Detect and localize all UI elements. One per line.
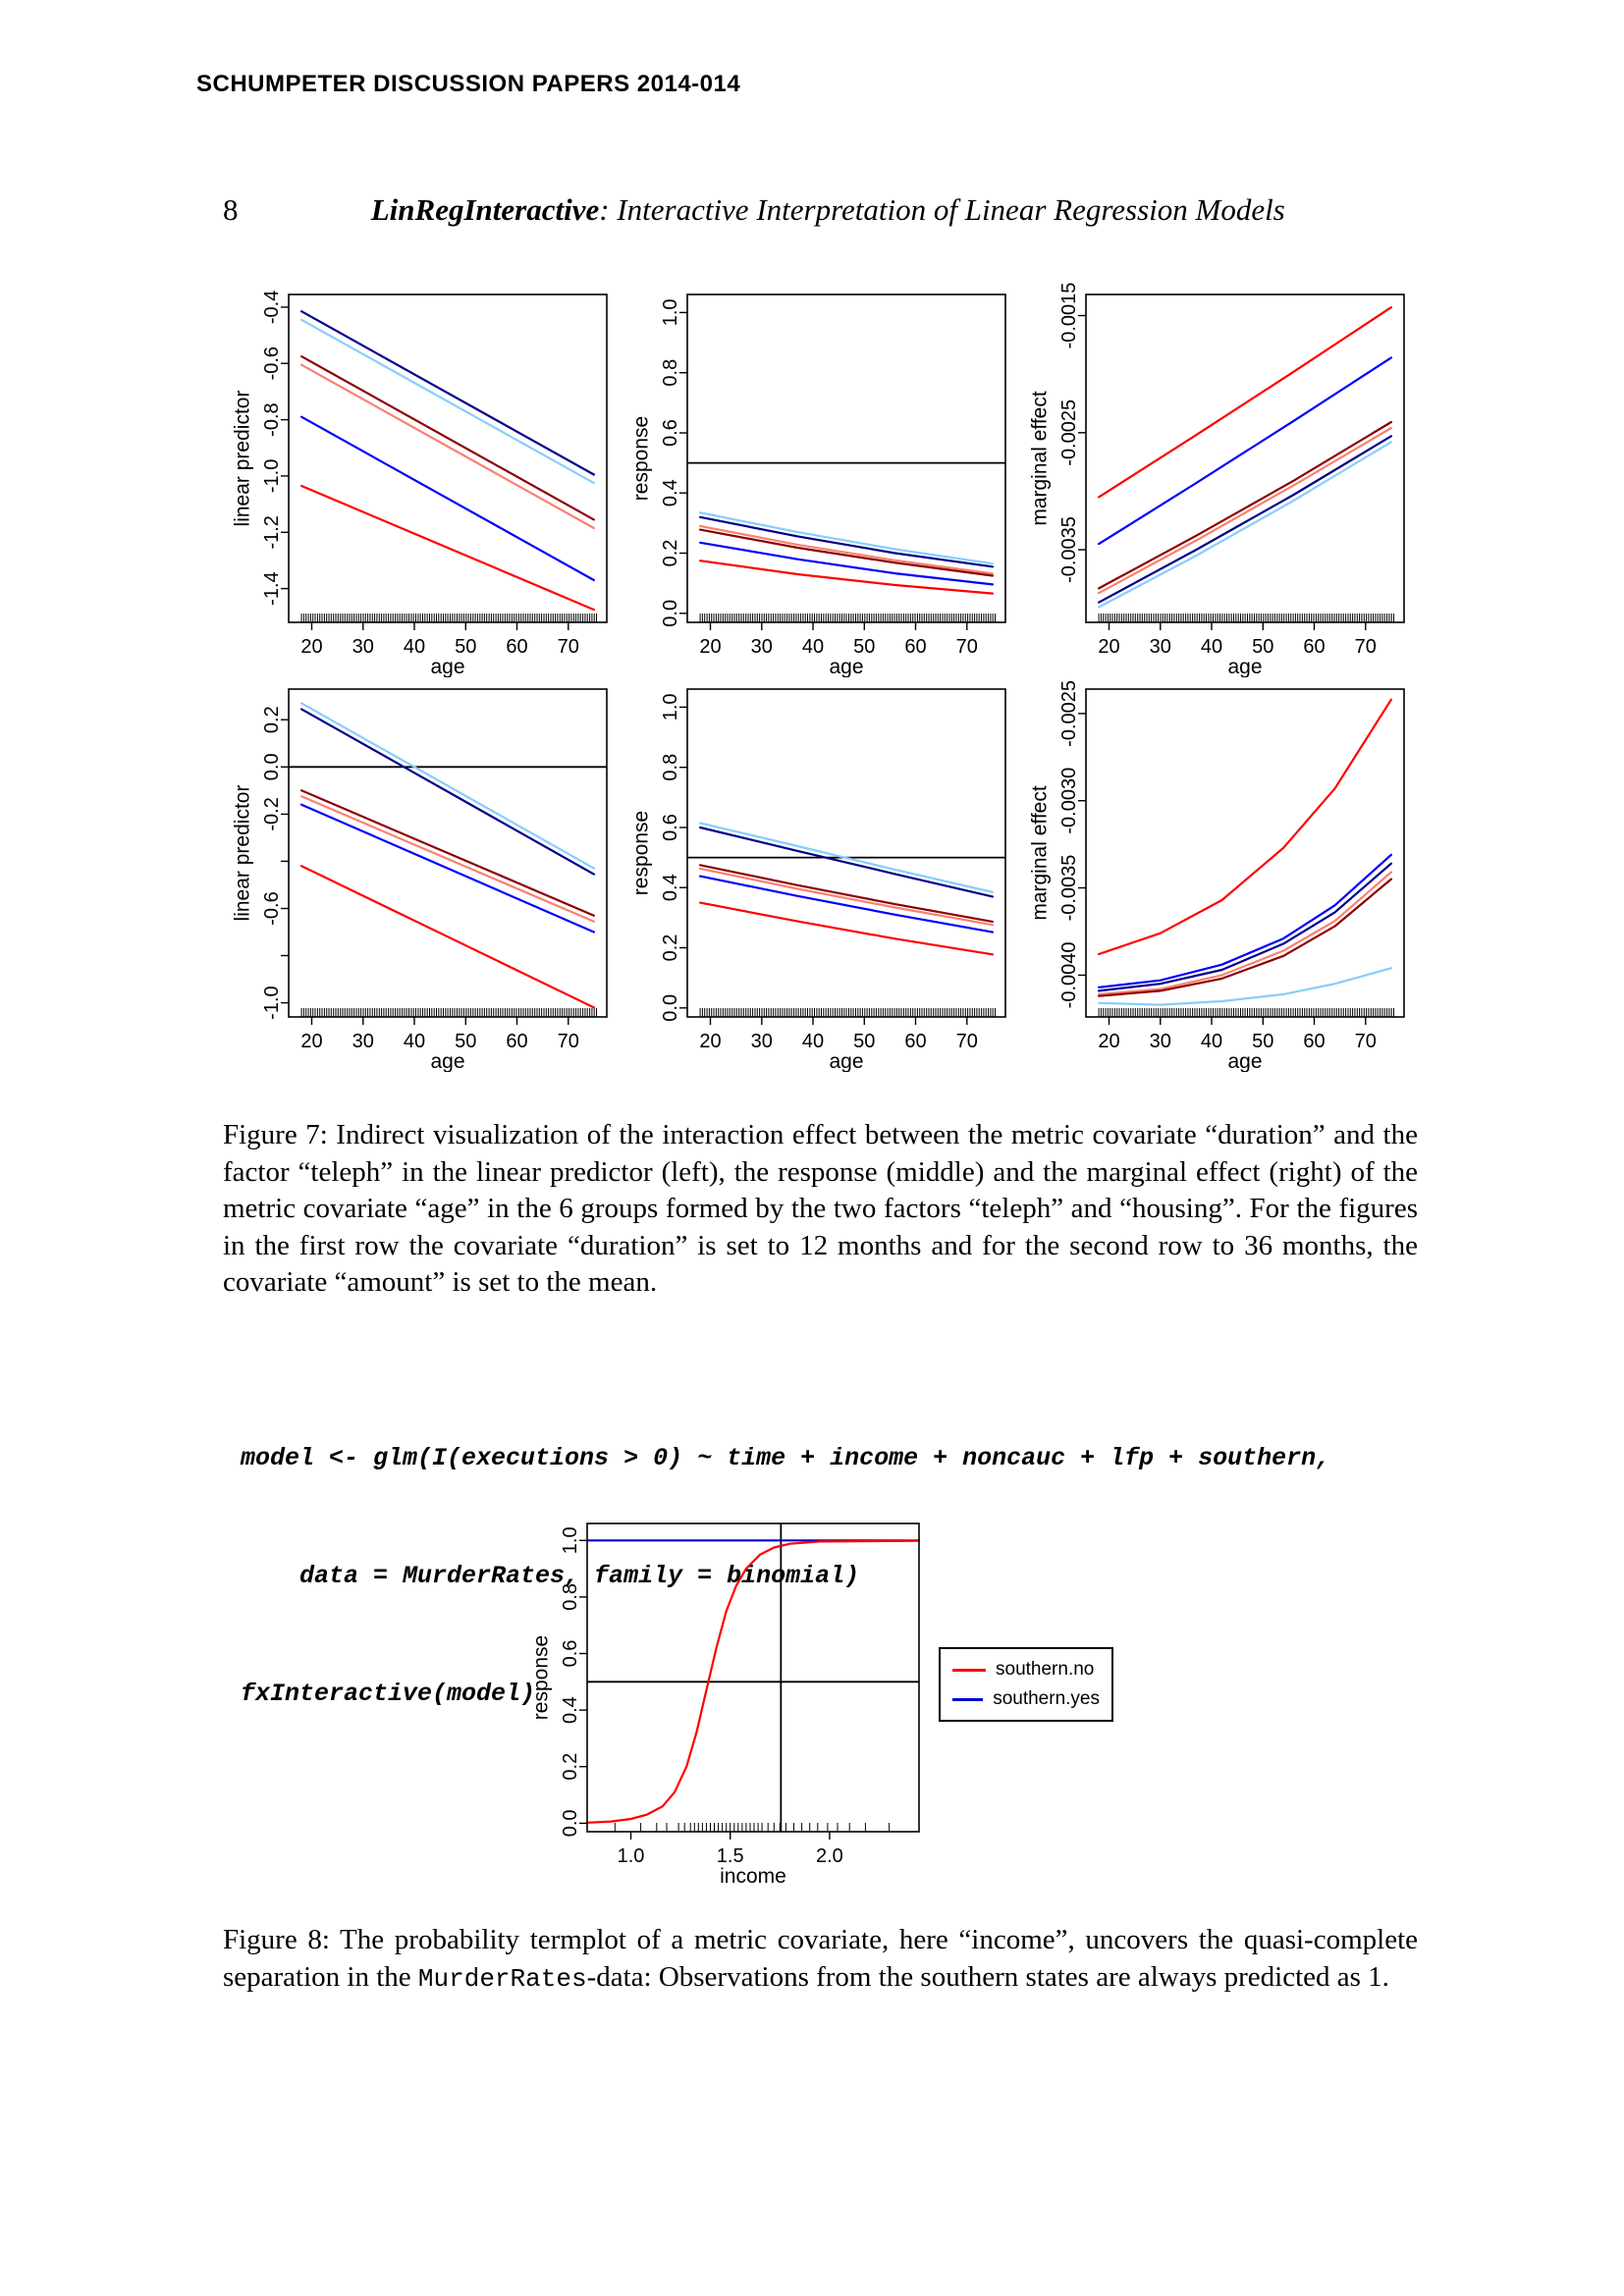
svg-text:30: 30 [750, 636, 773, 658]
svg-text:60: 60 [506, 1031, 528, 1052]
svg-text:-1.0: -1.0 [261, 458, 283, 494]
svg-text:1.5: 1.5 [716, 1845, 744, 1867]
code-line-3: fxInteractive(model) [241, 1680, 536, 1708]
svg-text:-1.2: -1.2 [261, 515, 283, 550]
svg-text:0.6: 0.6 [560, 1639, 581, 1668]
legend-label-southern-yes: southern.yes [993, 1688, 1100, 1709]
svg-text:response: response [629, 810, 653, 896]
svg-text:50: 50 [455, 636, 477, 658]
svg-text:age: age [829, 656, 864, 677]
svg-text:50: 50 [853, 1031, 876, 1052]
page-heading [223, 192, 1418, 228]
svg-text:age: age [829, 1050, 864, 1072]
svg-text:0.2: 0.2 [660, 934, 681, 962]
svg-text:50: 50 [1252, 1031, 1274, 1052]
svg-text:40: 40 [1200, 1031, 1223, 1052]
svg-text:0.0: 0.0 [560, 1809, 581, 1838]
svg-text:70: 70 [557, 636, 579, 658]
running-header: SCHUMPETER DISCUSSION PAPERS 2014-014 [196, 71, 741, 97]
svg-text:linear predictor: linear predictor [231, 784, 254, 922]
svg-text:-0.2: -0.2 [261, 797, 283, 831]
svg-text:60: 60 [904, 636, 927, 658]
svg-text:70: 70 [1354, 636, 1377, 658]
svg-text:0.4: 0.4 [660, 874, 681, 902]
figure7-response-row2-chart [619, 677, 1017, 1072]
legend-label-southern-no: southern.no [996, 1659, 1095, 1680]
svg-text:age: age [1227, 656, 1263, 677]
svg-text:-0.0035: -0.0035 [1058, 854, 1080, 922]
svg-text:1.0: 1.0 [617, 1845, 645, 1867]
legend-item-southern-yes [952, 1688, 1100, 1710]
svg-text:30: 30 [1149, 636, 1171, 658]
figure7-caption: Figure 7: Indirect visualization of the interaction effect between the metric covariate “duration” and the factor “teleph” in the linear predictor (left), the response (middle) and the marginal effect (right) of the metric covariate “age” in the 6 groups formed by the two factors “teleph” and “housing”. For the figures in the first row the covariate “duration” is set to 12 months and for the second row to 36 months, the covariate “amount” is set to the mean. [223, 1119, 1418, 1298]
svg-text:1.0: 1.0 [660, 693, 681, 721]
svg-text:0.8: 0.8 [560, 1582, 581, 1611]
svg-text:-1.0: -1.0 [261, 986, 283, 1020]
svg-text:0.4: 0.4 [560, 1696, 581, 1725]
svg-text:linear predictor: linear predictor [231, 390, 254, 527]
svg-text:income: income [720, 1865, 786, 1887]
svg-text:40: 40 [801, 636, 825, 658]
svg-text:30: 30 [352, 1031, 374, 1052]
figure7-linear-predictor-row1-chart [220, 283, 619, 677]
svg-text:1.0: 1.0 [660, 298, 681, 327]
svg-text:70: 70 [1354, 1031, 1377, 1052]
svg-text:marginal effect: marginal effect [1028, 785, 1052, 921]
legend-item-southern-no [952, 1659, 1100, 1681]
svg-text:1.0: 1.0 [560, 1526, 581, 1555]
svg-text:30: 30 [352, 636, 374, 658]
svg-text:-1.4: -1.4 [261, 571, 283, 606]
svg-text:-0.0035: -0.0035 [1058, 516, 1080, 583]
svg-text:0.0: 0.0 [660, 993, 681, 1022]
paper-title-package-name: LinRegInteractive [370, 192, 600, 227]
page-number: 8 [223, 192, 239, 227]
svg-text:50: 50 [853, 636, 876, 658]
svg-text:60: 60 [904, 1031, 927, 1052]
svg-text:20: 20 [1098, 636, 1120, 658]
paper-title-subtitle: : Interactive Interpretation of Linear Regression Models [599, 192, 1285, 227]
figure7-plot-grid [220, 283, 1416, 1072]
svg-text:40: 40 [403, 1031, 426, 1052]
legend-blue-line-sample [952, 1698, 983, 1701]
svg-text:0.4: 0.4 [660, 479, 681, 507]
svg-text:20: 20 [300, 636, 323, 658]
svg-text:70: 70 [955, 636, 978, 658]
svg-text:2.0: 2.0 [815, 1845, 843, 1867]
figure7-linear-predictor-row2-chart [220, 677, 619, 1072]
svg-text:40: 40 [403, 636, 426, 658]
svg-text:-0.0040: -0.0040 [1058, 941, 1080, 1009]
svg-text:0.6: 0.6 [660, 419, 681, 447]
figure7-marginal-effect-row2-chart [1017, 677, 1416, 1072]
svg-text:-0.0030: -0.0030 [1058, 767, 1080, 834]
svg-text:60: 60 [506, 636, 528, 658]
svg-text:50: 50 [1252, 636, 1274, 658]
svg-text:40: 40 [801, 1031, 825, 1052]
figure8-legend [939, 1647, 1113, 1722]
svg-text:-0.8: -0.8 [261, 402, 283, 437]
legend-red-line-sample [952, 1669, 986, 1672]
svg-text:0.0: 0.0 [660, 599, 681, 627]
paper-title [239, 192, 1419, 228]
svg-text:-0.4: -0.4 [261, 290, 283, 325]
svg-text:20: 20 [699, 1031, 722, 1052]
svg-text:-0.0025: -0.0025 [1058, 399, 1080, 466]
svg-text:30: 30 [1149, 1031, 1171, 1052]
svg-text:70: 70 [557, 1031, 579, 1052]
code-line-1: model <- glm(I(executions > 0) ~ time + income + noncauc + lfp + southern, [241, 1444, 1331, 1472]
svg-text:-0.6: -0.6 [261, 891, 283, 926]
svg-text:marginal effect: marginal effect [1028, 391, 1052, 526]
svg-text:age: age [430, 656, 465, 677]
svg-text:20: 20 [699, 636, 722, 658]
figure7-response-row1-chart [619, 283, 1017, 677]
svg-text:60: 60 [1303, 1031, 1326, 1052]
svg-text:50: 50 [455, 1031, 477, 1052]
svg-text:70: 70 [955, 1031, 978, 1052]
svg-text:0.8: 0.8 [660, 358, 681, 387]
svg-text:0.2: 0.2 [560, 1752, 581, 1781]
svg-text:40: 40 [1200, 636, 1223, 658]
svg-text:20: 20 [300, 1031, 323, 1052]
svg-text:age: age [430, 1050, 465, 1072]
svg-text:0.2: 0.2 [261, 706, 283, 734]
svg-text:20: 20 [1098, 1031, 1120, 1052]
figure8-caption: Figure 8: The probability termplot of a metric covariate, here “income”, uncovers the quasi-complete separation in the MurderRates-data: Observations from the southern states are always predicted as 1. [223, 1924, 1418, 1994]
svg-text:0.6: 0.6 [660, 814, 681, 841]
svg-text:response: response [529, 1634, 553, 1721]
svg-text:age: age [1227, 1050, 1263, 1072]
code-line-2: data = MurderRates, family = binomial) [241, 1562, 860, 1590]
svg-text:30: 30 [750, 1031, 773, 1052]
svg-text:-0.6: -0.6 [261, 346, 283, 381]
svg-text:0.0: 0.0 [261, 753, 283, 781]
figure7-marginal-effect-row1-chart [1017, 283, 1416, 677]
svg-text:0.8: 0.8 [660, 753, 681, 781]
svg-text:-0.0015: -0.0015 [1058, 283, 1080, 349]
figure8-termplot-chart [518, 1512, 931, 1887]
svg-text:response: response [629, 415, 653, 502]
svg-text:0.2: 0.2 [660, 539, 681, 567]
svg-text:-0.0025: -0.0025 [1058, 679, 1080, 747]
svg-text:60: 60 [1303, 636, 1326, 658]
